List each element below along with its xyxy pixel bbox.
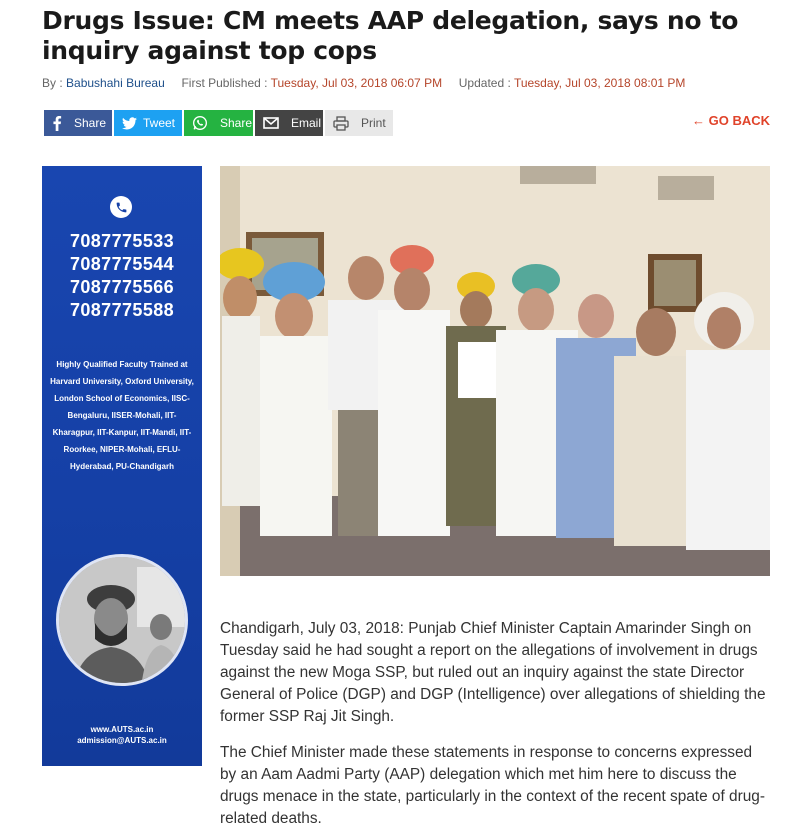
twitter-icon [122,115,137,131]
phone-icon [110,196,132,218]
ad-phone-number[interactable]: 7087775566 [69,277,175,297]
ad-phone-numbers [42,230,202,322]
go-back-link[interactable]: ← GO BACK [692,113,770,128]
facebook-share-label: Share [74,116,107,130]
ad-website[interactable]: www.AUTS.ac.in [90,725,154,734]
whatsapp-share-button[interactable] [184,110,253,136]
article-paragraph: The Chief Minister made these statements in response to concerns expressed by an Aam Aadmi Party (AAP) delegation which met him here to discuss the drugs menace in the state, particularly in the context of the recent spate of drug-related deaths. [220,744,765,827]
envelope-icon [263,115,279,131]
ad-phone-number[interactable]: 7087775544 [69,254,175,274]
facebook-share-button[interactable] [44,110,112,136]
email-share-label: Email [291,116,322,130]
author-link[interactable]: Babushahi Bureau [66,76,165,90]
ad-contact [42,724,202,746]
article-headline: Drugs Issue: CM meets AAP delegation, says no to inquiry against top cops [42,6,739,65]
email-share-button[interactable] [255,110,323,136]
by-label: By : [42,76,63,90]
ad-student-photo [56,554,188,686]
ad-phone-number[interactable]: 7087775533 [69,231,175,251]
twitter-tweet-label: Tweet [143,116,176,130]
printer-icon [333,115,349,131]
article-meta [42,76,685,90]
print-button[interactable] [325,110,393,136]
ad-description: Highly Qualified Faculty Trained at Harvard University, Oxford University, London School of Economics, IISC-Bengaluru, IISER-Mohali, IIT-Kharagpur, IIT-Kanpur, IIT-Mandi, IIT-Roorkee, NIPER-Mohali, EFLU- Hyderabad, PU-Chandigarh [50,360,194,471]
updated-date: Tuesday, Jul 03, 2018 08:01 PM [513,76,686,90]
share-bar [44,110,393,136]
twitter-tweet-button[interactable] [114,110,182,136]
whatsapp-icon [192,115,208,131]
advertisement-banner[interactable] [42,166,202,766]
print-label: Print [361,116,386,130]
ad-phone-number[interactable]: 7087775588 [69,300,175,320]
first-published-label: First Published : [181,76,268,90]
whatsapp-share-label: Share [220,116,253,130]
updated-label: Updated : [458,76,511,90]
article-paragraph: Chandigarh, July 03, 2018: Punjab Chief Minister Captain Amarinder Singh on Tuesday said he had sought a report on the allegations of involvement in drugs against the new Moga SSP, but ruled out an inquiry against the state Director General of Police (DGP) and DGP (Intelligence) over allegations of shielding the former SSP Raj Jit Singh. [220,620,766,725]
facebook-icon [52,115,62,131]
article-photo [220,166,770,576]
ad-email[interactable]: admission@AUTS.ac.in [77,736,167,745]
article-body [220,618,770,832]
first-published-date: Tuesday, Jul 03, 2018 06:07 PM [270,76,443,90]
